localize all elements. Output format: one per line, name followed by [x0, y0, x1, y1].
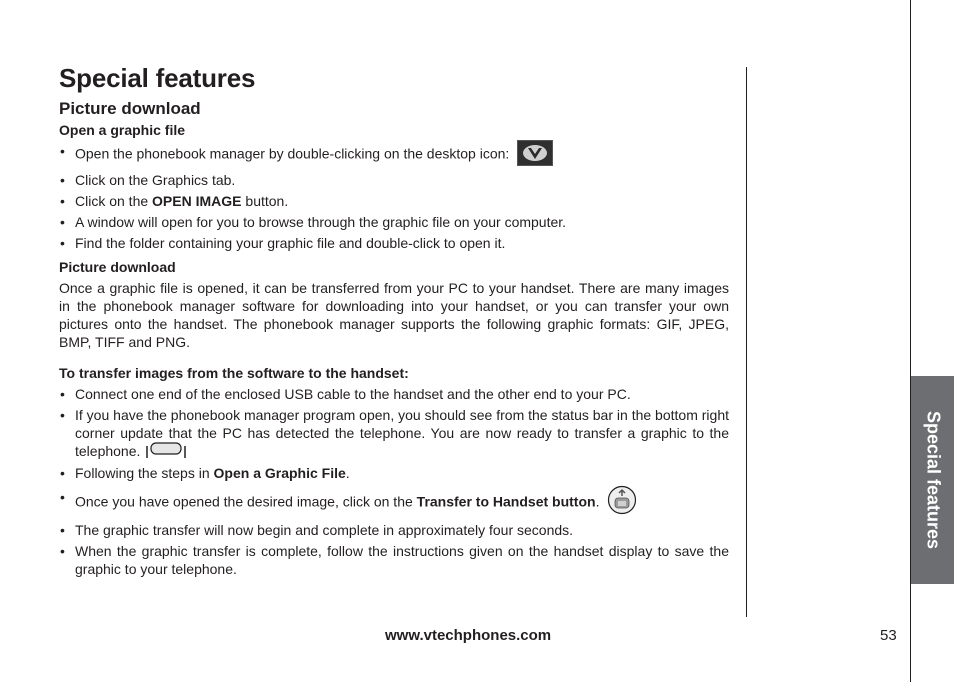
page-title: Special features — [59, 63, 256, 93]
transfer-heading: To transfer images from the software to the handset: — [59, 365, 409, 381]
list-item: • Click on the OPEN IMAGE button. — [59, 192, 729, 210]
open-file-list — [59, 142, 729, 252]
list-item: • Connect one end of the enclosed USB cable to the handset and the other end to your PC. — [59, 385, 729, 403]
list-item: • Following the steps in Open a Graphic File. — [59, 464, 729, 482]
picture-download-heading: Picture download — [59, 259, 176, 275]
list-item: • Once you have opened the desired image, click on the Transfer to Handset button. — [59, 488, 729, 518]
list-item: • If you have the phonebook manager program open, you should see from the status bar in the bottom right corner update that the PC has detected the telephone. You are now ready to transfer a graphic to the telephone. — [59, 406, 729, 461]
list-item: • Open the phonebook manager by double-clicking on the desktop icon: — [59, 142, 729, 168]
list-item: • When the graphic transfer is complete, follow the instructions given on the handset display to save the graphic to your telephone. — [59, 542, 729, 578]
page-number: 53 — [880, 627, 897, 644]
list-item: • Find the folder containing your graphic file and double-click to open it. — [59, 234, 729, 252]
open-graphic-file-heading: Open a graphic file — [59, 122, 186, 138]
main-content — [59, 121, 729, 581]
list-item: • The graphic transfer will now begin and complete in approximately four seconds. — [59, 521, 729, 539]
column-divider — [746, 67, 747, 617]
list-item: • Click on the Graphics tab. — [59, 171, 729, 189]
picture-download-paragraph: Once a graphic file is opened, it can be transferred from your PC to your handset. There are many images in the phonebook manager software for downloading into your handset, or you can transfer your own pictures onto the handset. The phonebook manager supports the following graphic formats: GIF, JPEG, BMP, TIFF and PNG. — [59, 280, 729, 350]
transfer-to-handset-icon — [607, 485, 637, 515]
transfer-list — [59, 385, 729, 578]
footer-url[interactable]: www.vtechphones.com — [385, 627, 552, 644]
telephone-detected-status-icon — [146, 441, 186, 459]
side-tab-label: Special features — [923, 410, 943, 550]
list-item: • A window will open for you to browse through the graphic file on your computer. — [59, 213, 729, 231]
vtech-logo-icon — [517, 140, 553, 166]
side-tab — [911, 376, 954, 584]
section-title: Picture download — [59, 99, 201, 118]
